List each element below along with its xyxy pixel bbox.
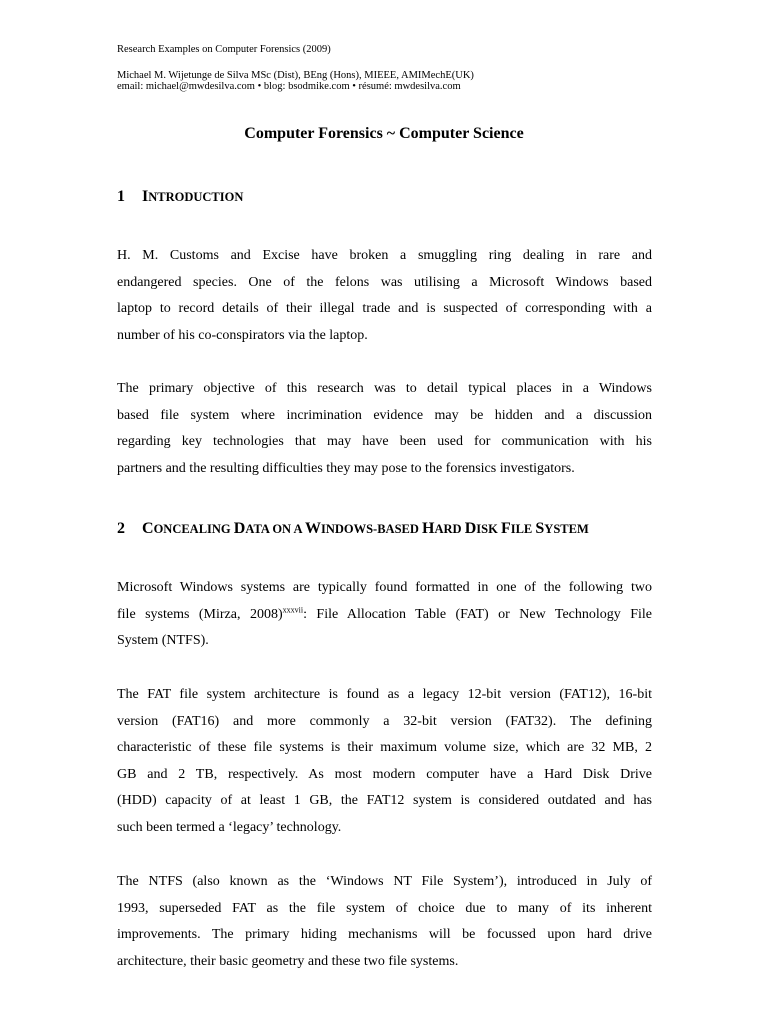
heading-segment: H	[422, 520, 435, 537]
text-line	[117, 602, 652, 629]
header-doc-label: Research Examples on Computer Forensics (2009)	[117, 44, 331, 55]
text-line: based file system where incrimination evidence may be hidden and a discussion	[117, 407, 652, 423]
text-line: The NTFS (also known as the ‘Windows NT File System’), introduced in July of	[117, 874, 652, 889]
heading-segment: I	[142, 188, 149, 205]
section-number: 2	[117, 520, 125, 537]
text-line: Microsoft Windows systems are typically found formatted in one of the following two	[117, 580, 652, 595]
text-line: partners and the resulting difficulties they may pose to the forensics investigators.	[117, 460, 575, 476]
text-line: The FAT file system architecture is found as a legacy 12-bit version (FAT12), 16-bit	[117, 687, 652, 702]
text-line: 1993, superseded FAT as the file system of choice due to many of its inherent	[117, 900, 652, 916]
text-line: H. M. Customs and Excise have broken a smuggling ring dealing in rare and	[117, 248, 652, 263]
section-heading-text	[142, 188, 243, 205]
header-author-line: Michael M. Wijetunge de Silva MSc (Dist), BEng (Hons), MIEEE, AMIMechE(UK)	[117, 70, 474, 81]
heading-segment: ONCEALING	[153, 522, 234, 536]
heading-segment: INDOWS-BASED	[320, 522, 423, 536]
text-run: file systems (Mirza, 2008)	[117, 606, 283, 622]
heading-segment: YSTEM	[544, 522, 589, 536]
paragraph-fat	[117, 682, 652, 842]
text-line: such been termed a ‘legacy’ technology.	[117, 819, 342, 835]
heading-segment: NTRODUCTION	[148, 190, 244, 204]
text-line: The primary objective of this research was to detail typical places in a Windows	[117, 381, 652, 396]
text-line: (HDD) capacity of at least 1 GB, the FAT12 system is considered outdated and has	[117, 793, 652, 809]
text-line: architecture, their basic geometry and these two file systems.	[117, 953, 459, 969]
text-line: characteristic of these file systems is their maximum volume size, which are 32 MB, 2	[117, 740, 652, 756]
section-heading-concealing-data	[117, 519, 589, 539]
heading-segment: ILE	[510, 522, 536, 536]
heading-segment: C	[142, 520, 154, 537]
heading-segment: W	[304, 520, 321, 537]
heading-segment: ISK	[476, 522, 501, 536]
text-line: number of his co-conspirators via the laptop.	[117, 327, 368, 343]
heading-segment: D	[464, 520, 477, 537]
heading-segment: ATA ON A	[245, 522, 305, 536]
paragraph-file-systems	[117, 575, 652, 655]
paragraph-introduction-2	[117, 376, 652, 482]
header-contact-line: email: michael@mwdesilva.com • blog: bsodmike.com • résumé: mwdesilva.com	[117, 81, 461, 92]
text-line: improvements. The primary hiding mechanisms will be focussed upon hard drive	[117, 927, 652, 943]
heading-segment: ARD	[434, 522, 465, 536]
document-title: Computer Forensics ~ Computer Science	[244, 125, 524, 142]
section-heading-introduction	[117, 187, 243, 207]
text-line: System (NTFS).	[117, 633, 209, 649]
text-line: regarding key technologies that may have been used for communication with his	[117, 434, 652, 450]
heading-segment: S	[535, 520, 545, 537]
section-number: 1	[117, 188, 125, 205]
text-line: endangered species. One of the felons was utilising a Microsoft Windows based	[117, 274, 652, 290]
text-line: GB and 2 TB, respectively. As most modern computer have a Hard Disk Drive	[117, 766, 652, 782]
section-heading-text	[142, 520, 589, 537]
paragraph-introduction-1	[117, 243, 652, 349]
paragraph-ntfs	[117, 869, 652, 975]
citation-superscript: xxxvii	[282, 604, 304, 614]
text-line: laptop to record details of their illegal trade and is suspected of corresponding with a	[117, 301, 652, 317]
text-run: : File Allocation Table (FAT) or New Technology File	[303, 606, 653, 622]
heading-segment: D	[233, 520, 246, 537]
text-line: version (FAT16) and more commonly a 32-bit version (FAT32). The defining	[117, 713, 652, 729]
heading-segment: F	[500, 520, 511, 537]
